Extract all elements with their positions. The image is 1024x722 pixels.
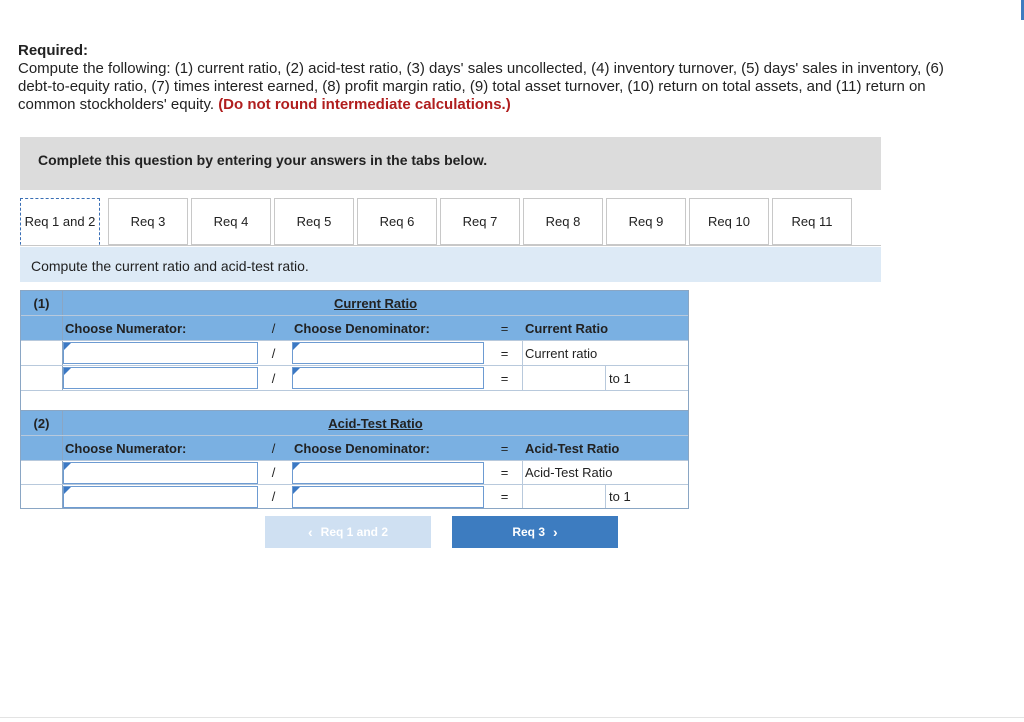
current-ratio-title: Current Ratio [333,295,418,311]
current-ratio-row-1 [21,341,688,366]
equals-sign: = [500,320,509,336]
equals-sign: = [500,465,509,480]
tab-req-11[interactable]: Req 11 [772,198,852,245]
tab-req-6[interactable]: Req 6 [357,198,437,245]
denominator-amount-input[interactable] [292,367,484,389]
requirements [18,42,978,114]
chevron-left-icon: ‹ [307,524,313,540]
section-number: (1) [21,291,63,315]
complete-banner: Complete this question by entering your answers in the tabs below. [20,137,881,190]
divide-sign: / [271,440,276,456]
chevron-right-icon: › [553,524,558,540]
current-ratio-header-row [21,316,688,341]
divide-sign: / [271,370,276,386]
tab-req-5[interactable]: Req 5 [274,198,354,245]
result-text: Acid-Test Ratio [525,465,613,480]
numerator-label: Choose Numerator: [65,320,187,336]
tab-req-7[interactable]: Req 7 [440,198,520,245]
divide-sign: / [271,465,276,480]
numerator-dropdown[interactable] [63,462,258,484]
current-ratio-title-row [21,291,688,316]
equals-sign: = [500,370,509,386]
acid-test-header-row [21,436,688,461]
result-label: Acid-Test Ratio [525,440,620,456]
required-text: Compute the following: (1) current ratio, (2) acid-test ratio, (3) days' sales uncollected, (4) inventory turnover, (5) days' sales in inventory, (6) debt-to-equity ratio, (7) times interest earned, (8) profit margin ratio, (9) total asset turnover, (10) return on total assets, and (11) return on common stockholders' equity. [18,60,944,113]
acid-test-title-row [21,411,688,436]
numerator-amount-input[interactable] [63,486,258,508]
denominator-dropdown[interactable] [292,462,484,484]
acid-test-ratio-table [20,410,689,509]
to-one-suffix: to 1 [605,366,688,390]
prev-req-button[interactable] [265,516,431,548]
tab-req-10[interactable]: Req 10 [689,198,769,245]
current-ratio-table [20,290,689,414]
result-text: Current ratio [525,345,598,361]
numerator-dropdown[interactable] [63,342,258,364]
numerator-label: Choose Numerator: [65,440,187,456]
tab-divider [20,245,881,246]
denominator-label: Choose Denominator: [294,320,430,336]
current-ratio-answer-input[interactable] [522,366,605,390]
numerator-amount-input[interactable] [63,367,258,389]
prev-req-label: Req 1 and 2 [320,525,389,539]
bottom-divider [0,717,1024,718]
current-ratio-row-2 [21,366,688,391]
tab-req-3[interactable]: Req 3 [108,198,188,245]
divide-sign: / [271,320,276,336]
equals-sign: = [500,440,509,456]
tab-req-8[interactable]: Req 8 [523,198,603,245]
denominator-amount-input[interactable] [292,486,484,508]
section-number: (2) [21,411,63,435]
equals-sign: = [500,345,509,361]
to-one-suffix: to 1 [605,485,688,508]
acid-test-answer-input[interactable] [522,485,605,508]
next-req-label: Req 3 [512,525,545,539]
acid-test-row-1 [21,461,688,485]
tab-req-4[interactable]: Req 4 [191,198,271,245]
equals-sign: = [500,489,509,504]
instruction-text: Compute the current ratio and acid-test ratio. [20,247,881,282]
acid-test-title: Acid-Test Ratio [328,415,423,431]
tab-req-9[interactable]: Req 9 [606,198,686,245]
acid-test-row-2 [21,485,688,508]
required-heading: Required: [18,42,89,59]
divide-sign: / [271,489,276,504]
result-label: Current Ratio [525,320,609,336]
tab-req-1-and-2[interactable]: Req 1 and 2 [20,198,100,245]
divide-sign: / [271,345,276,361]
next-req-button[interactable] [452,516,618,548]
denominator-dropdown[interactable] [292,342,484,364]
rounding-note: (Do not round intermediate calculations.) [218,96,511,113]
req-tabs [20,198,884,246]
denominator-label: Choose Denominator: [294,440,430,456]
